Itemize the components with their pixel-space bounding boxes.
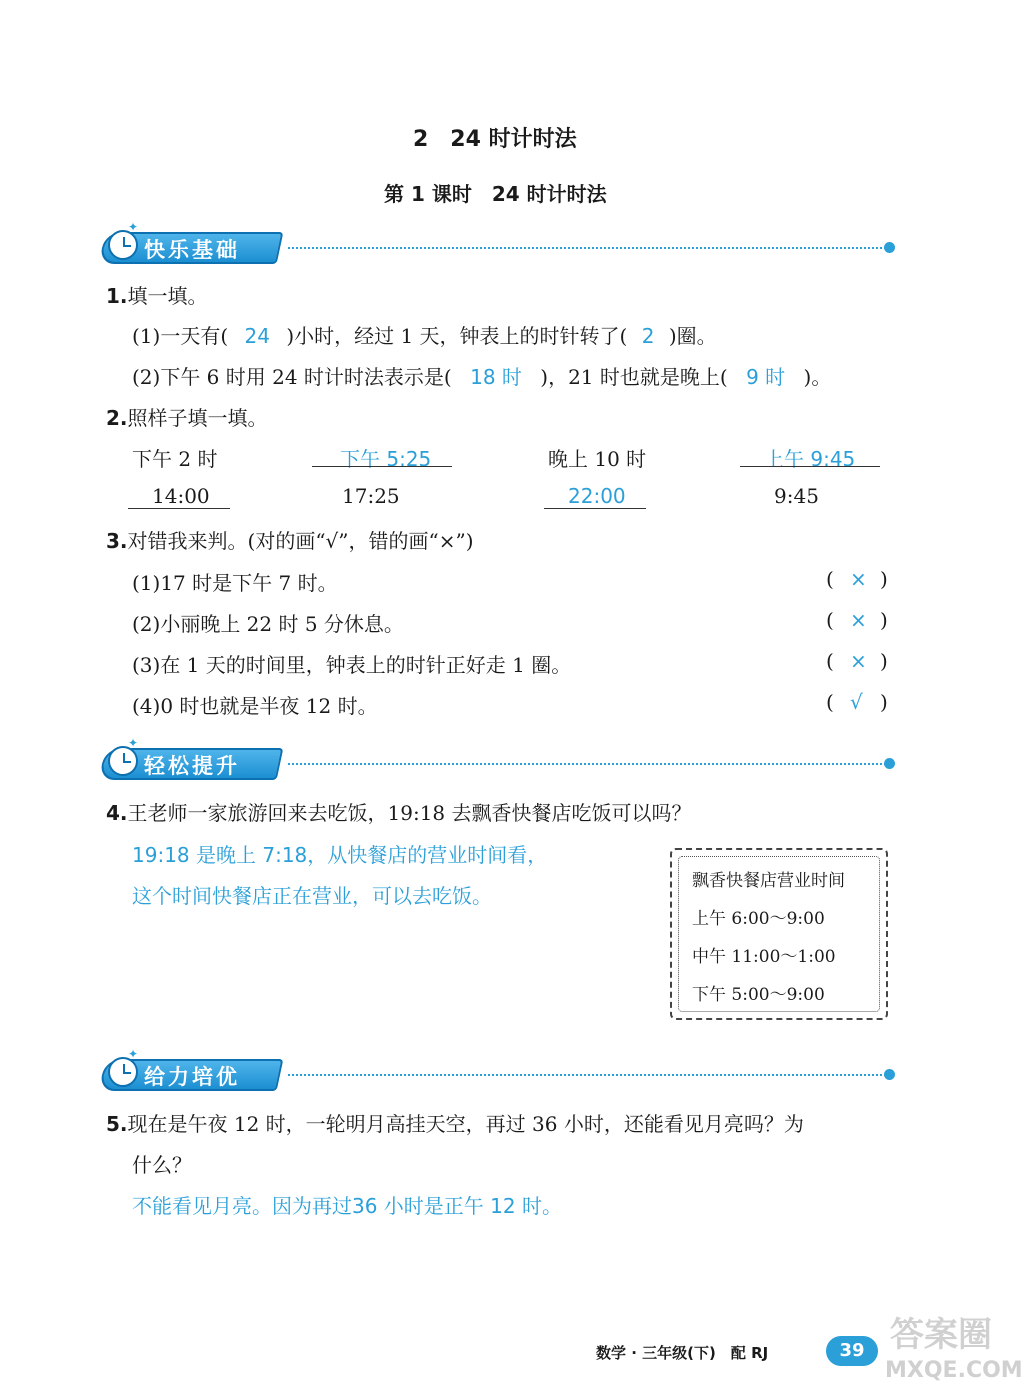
q5-answer: 不能看见月亮。因为再过36 小时是正午 12 时。 [132,1194,562,1218]
schedule-row: 下午 5:00～9:00 [692,985,825,1005]
question-number: 4. [106,801,128,825]
dotted-rule [288,1074,886,1076]
dotted-rule [288,763,886,765]
answer-underline [128,508,230,509]
q3-item-4: (4)0 时也就是半夜 12 时。 [132,694,378,718]
question-prompt: 照样子填一填。 [127,406,268,430]
text: )小时，经过 1 天，钟表上的时针转了( [286,324,628,348]
question-2 [106,402,268,431]
q1-part-1 [132,320,717,349]
dotted-rule [288,247,886,249]
section-banner-basic [102,220,897,268]
paren-close: ) [880,567,888,591]
paren-open: ( [826,608,834,632]
clock-icon [108,230,138,260]
q1-part-2 [132,361,831,390]
watermark-logo: 答案圈 [890,1315,992,1355]
section-banner-advanced [102,1047,897,1095]
sparkle-icon: ✦ [128,736,139,750]
sparkle-icon: ✦ [128,1047,139,1061]
q2-bottom-4: 9:45 [774,484,819,508]
question-number: 2. [106,406,128,430]
text: )圈。 [668,324,717,348]
text: (2)下午 6 时用 24 时计时法表示是( [132,365,452,389]
section-banner-improve [102,736,897,784]
question-number: 3. [106,529,128,553]
q2-answer-bottom-3: 22:00 [568,484,626,508]
banner-label: 给力培优 [144,1065,240,1089]
q2-bottom-1: 14:00 [152,484,210,508]
paren-close: ) [880,690,888,714]
question-5 [106,1108,804,1137]
q3-mark-3: × [850,649,867,673]
page-number: 39 [826,1336,878,1366]
answer-underline [312,466,452,467]
q2-answer-top-4: 上午 9:45 [764,447,856,471]
schedule-row: 上午 6:00～9:00 [692,909,825,929]
chapter-title: 2 24 时计时法 [413,127,577,152]
sparkle-icon: ✦ [128,220,139,234]
answer-3: 18 时 [470,365,522,389]
rule-end-dot [884,242,895,253]
question-prompt: 填一填。 [127,284,208,308]
banner-label: 快乐基础 [144,238,240,262]
answer-4: 9 时 [746,365,786,389]
q4-answer-line-1: 19:18 是晚上 7:18，从快餐店的营业时间看， [132,843,548,867]
rule-end-dot [884,1069,895,1080]
q3-mark-1: × [850,567,867,591]
question-prompt: 现在是午夜 12 时，一轮明月高挂天空，再过 36 小时，还能看见月亮吗？为 [127,1112,804,1136]
question-5-line-2: 什么？ [132,1153,192,1177]
question-4 [106,797,692,826]
q3-item-1: (1)17 时是下午 7 时。 [132,571,338,595]
paren-open: ( [826,690,834,714]
q2-bottom-2: 17:25 [342,484,400,508]
q4-answer-line-2: 这个时间快餐店正在营业，可以去吃饭。 [132,884,492,908]
question-1 [106,280,208,309]
paren-close: ) [880,649,888,673]
footer-subject: 数学 · 三年级(下) 配 RJ [596,1344,769,1362]
question-number: 5. [106,1112,128,1136]
rule-end-dot [884,758,895,769]
question-number: 1. [106,284,128,308]
q3-mark-4: √ [850,690,863,714]
text: )。 [803,365,832,389]
paren-close: ) [880,608,888,632]
watermark-url: MXQE.COM [885,1358,1023,1383]
paren-open: ( [826,567,834,591]
q2-top-3: 晚上 10 时 [548,447,647,471]
paren-open: ( [826,649,834,673]
question-prompt: 王老师一家旅游回来去吃饭，19:18 去飘香快餐店吃饭可以吗？ [127,801,692,825]
lesson-title: 第 1 课时 24 时计时法 [384,182,607,206]
banner-label: 轻松提升 [144,754,240,778]
schedule-title: 飘香快餐店营业时间 [692,871,845,891]
q3-mark-2: × [850,608,867,632]
text: (1)一天有( [132,324,229,348]
schedule-row: 中午 11:00～1:00 [692,947,836,967]
answer-1: 24 [244,324,270,348]
clock-icon [108,1057,138,1087]
question-3 [106,525,474,554]
text: )，21 时也就是晚上( [540,365,728,389]
question-prompt: 对错我来判。(对的画“√”，错的画“×”) [127,529,474,553]
answer-2: 2 [641,324,655,348]
answer-underline [544,508,646,509]
q3-item-3: (3)在 1 天的时间里，钟表上的时针正好走 1 圈。 [132,653,572,677]
answer-underline [740,466,880,467]
q2-top-1: 下午 2 时 [132,447,218,471]
q3-item-2: (2)小丽晚上 22 时 5 分休息。 [132,612,404,636]
clock-icon [108,746,138,776]
q2-answer-top-2: 下午 5:25 [340,447,432,471]
